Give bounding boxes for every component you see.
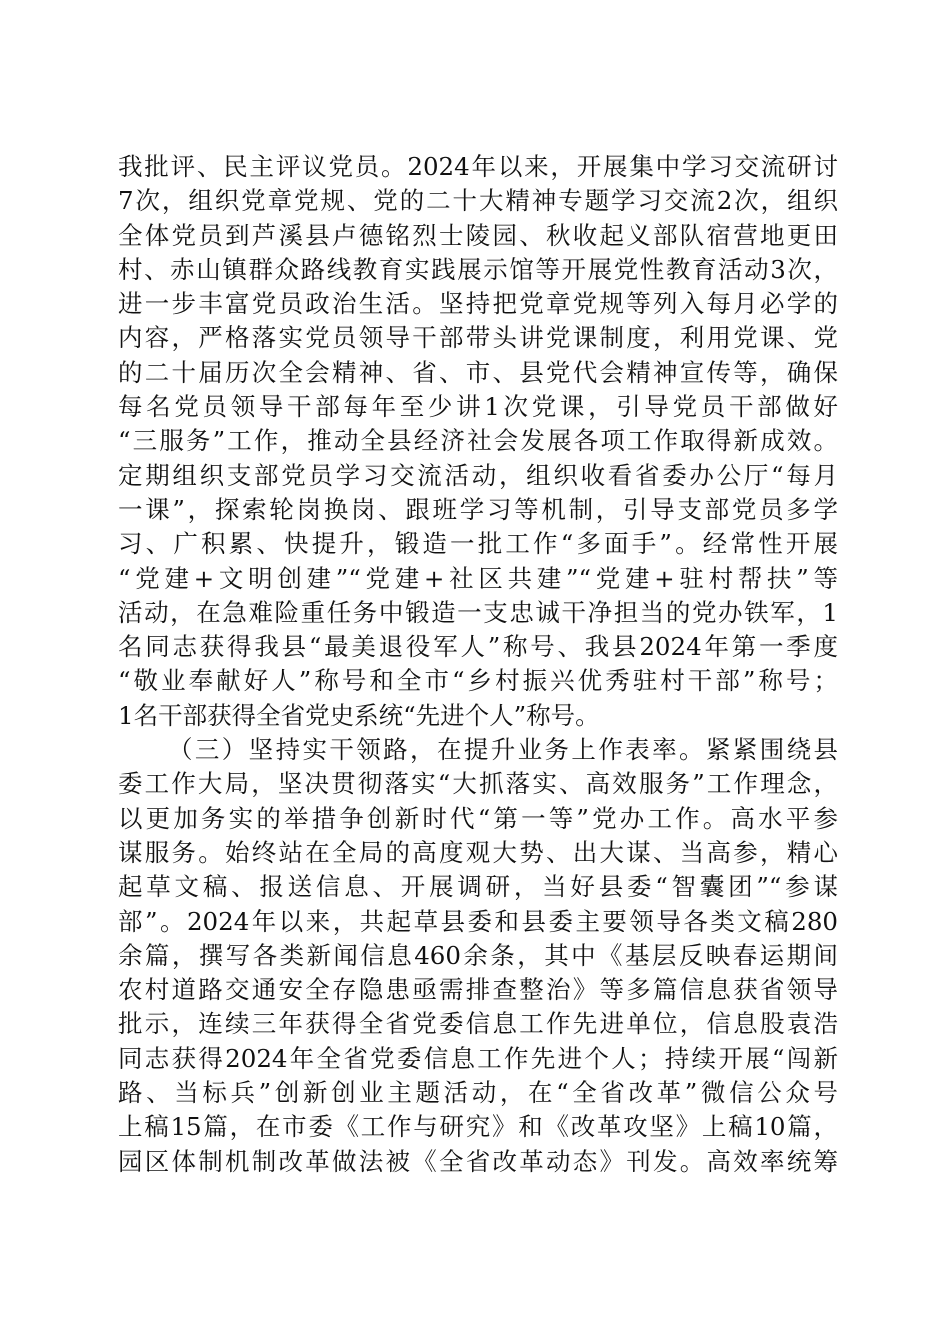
text-line: 定期组织支部党员学习交流活动，组织收看省委办公厅“每月 bbox=[118, 460, 838, 490]
text-line: 名同志获得我县“最美退役军人”称号、我县2024年第一季度 bbox=[118, 632, 838, 662]
text-line: 村、赤山镇群众路线教育实践展示馆等开展党性教育活动3次， bbox=[118, 254, 838, 284]
text-line: 活动，在急难险重任务中锻造一支忠诚干净担当的党办铁军，1 bbox=[118, 597, 838, 627]
text-line: “党建+文明创建”“党建+社区共建”“党建+驻村帮扶”等 bbox=[118, 563, 838, 593]
text-line: 谋服务。始终站在全局的高度观大势、出大谋、当高参，精心 bbox=[118, 837, 838, 867]
text-line: 同志获得2024年全省党委信息工作先进个人；持续开展“闯新 bbox=[118, 1043, 838, 1073]
text-line: 以更加务实的举措争创新时代“第一等”党办工作。高水平参 bbox=[118, 803, 838, 833]
text-line: 委工作大局，坚决贯彻落实“大抓落实、高效服务”工作理念， bbox=[118, 769, 838, 799]
text-line: 路、当标兵”创新创业主题活动，在“全省改革”微信公众号 bbox=[118, 1078, 838, 1108]
text-line: 习、广积累、快提升，锻造一批工作“多面手”。经常性开展 bbox=[118, 529, 838, 559]
text-line: “敬业奉献好人”称号和全市“乡村振兴优秀驻村干部”称号； bbox=[118, 666, 838, 696]
section-heading-line: （三）坚持实干领路，在提升业务上作表率。紧紧围绕县 bbox=[168, 735, 838, 765]
text-line: 一课”，探索轮岗换岗、跟班学习等机制，引导支部党员多学 bbox=[118, 494, 838, 524]
text-line: 每名党员领导干部每年至少讲1次党课，引导党员干部做好 bbox=[118, 392, 838, 422]
body-text bbox=[118, 150, 838, 1179]
text-line: 全体党员到芦溪县卢德铭烈士陵园、秋收起义部队宿营地更田 bbox=[118, 220, 838, 250]
text-line: 我批评、民主评议党员。2024年以来，开展集中学习交流研讨 bbox=[118, 152, 838, 181]
text-line: 批示，连续三年获得全省党委信息工作先进单位，信息股袁浩 bbox=[118, 1009, 838, 1039]
text-line: 7次，组织党章党规、党的二十大精神专题学习交流2次，组织 bbox=[118, 186, 838, 216]
text-line: 余篇，撰写各类新闻信息460余条，其中《基层反映春运期间 bbox=[118, 940, 838, 970]
text-line: “三服务”工作，推动全县经济社会发展各项工作取得新成效。 bbox=[118, 426, 838, 456]
text-line: 上稿15篇，在市委《工作与研究》和《改革攻坚》上稿10篇， bbox=[118, 1112, 838, 1142]
text-line: 农村道路交通安全存隐患亟需排查整治》等多篇信息获省领导 bbox=[118, 975, 838, 1005]
text-line: 园区体制机制改革做法被《全省改革动态》刊发。高效率统筹 bbox=[118, 1146, 838, 1176]
text-line: 内容，严格落实党员领导干部带头讲党课制度，利用党课、党 bbox=[118, 323, 838, 353]
text-line: 起草文稿、报送信息、开展调研，当好县委“智囊团”“参谋 bbox=[118, 872, 838, 902]
text-line: 的二十届历次全会精神、省、市、县党代会精神宣传等，确保 bbox=[118, 357, 838, 387]
text-line: 进一步丰富党员政治生活。坚持把党章党规等列入每月必学的 bbox=[118, 289, 838, 319]
paragraph-end-line: 1名干部获得全省党史系统“先进个人”称号。 bbox=[118, 700, 600, 730]
text-line: 部”。2024年以来，共起草县委和县委主要领导各类文稿280 bbox=[118, 906, 838, 936]
